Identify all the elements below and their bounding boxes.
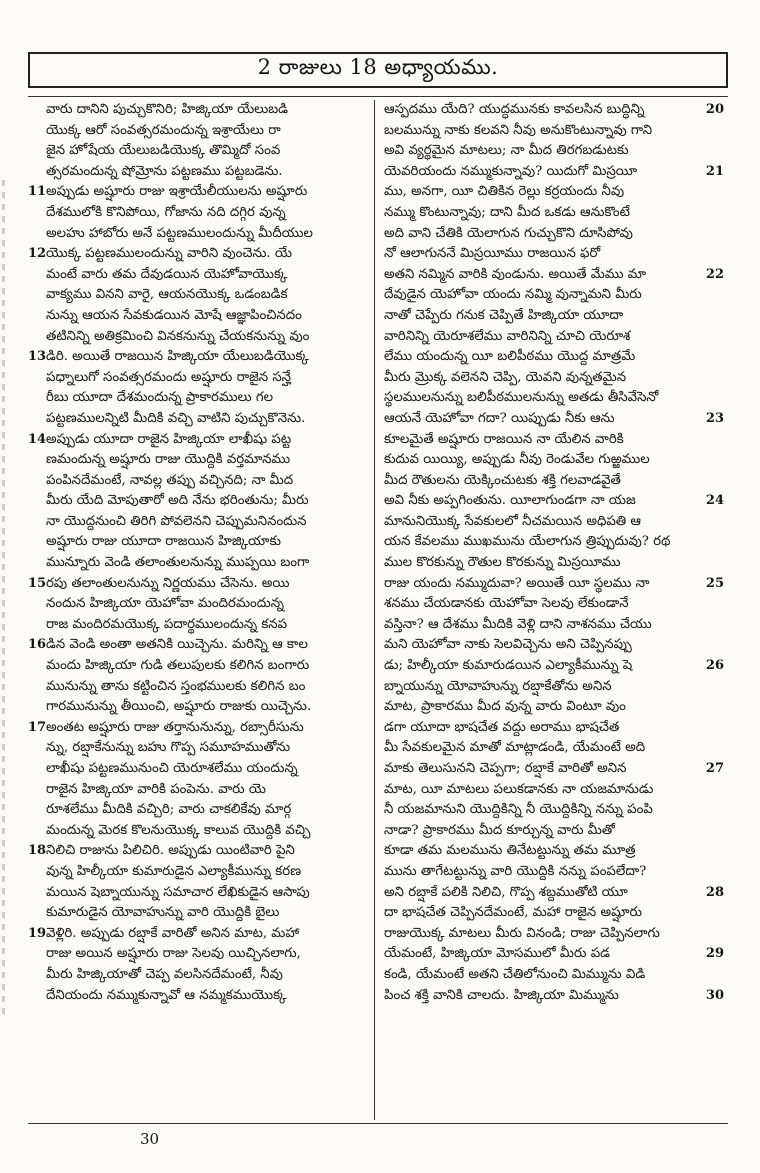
- text-line: [384, 162, 724, 183]
- text-line: [384, 224, 724, 245]
- verse-number: 21: [705, 163, 724, 179]
- line-text: న్ను, రబ్షాకేనున్ను బహు గొప్ప సమూహముతోను: [46, 740, 291, 756]
- text-line: [28, 471, 368, 492]
- line-text: రూశలేము మీదికి వచ్చిరి; వారు చాకలికేవు మార్గ: [46, 802, 292, 818]
- text-line: [28, 327, 368, 348]
- line-text: డిరి. అయితే రాజయిన హిజ్కియా యేలుబడియొక్క: [46, 349, 309, 365]
- line-text: వెళ్లిరి. అప్పుడు రబ్షాకే వారితో అనిన మాట, మహా: [46, 925, 300, 941]
- line-text: నిలిచి రాజును పిలిచిరి. అప్పుడు యింటివారి పైని: [46, 843, 295, 859]
- text-line: [384, 944, 724, 965]
- line-text: పట్టణములన్నిటి మీదికి వచ్చి వాటిని పుచ్చుకొనెను.: [46, 410, 306, 426]
- text-line: [28, 182, 368, 203]
- line-text: ఆయనే యెహోవా గదా? యిప్పుడు నీకు ఆను: [384, 410, 615, 426]
- line-text: నీ యజమానుని యొద్దికిన్ని నీ యొద్దికిన్ని నన్ను పంపి: [384, 802, 653, 818]
- text-line: [28, 203, 368, 224]
- line-text: డిన వెండి అంతా అతనికి యిచ్చెను. మరిన్ని ఆ కాల: [46, 637, 308, 653]
- text-line: [384, 903, 724, 924]
- text-line: [28, 285, 368, 306]
- text-line: [384, 574, 724, 595]
- line-text: దేనియందు నమ్ముకున్నావో ఆ నమ్మకముయొక్క: [46, 987, 287, 1003]
- text-line: [28, 100, 368, 121]
- line-text: వాక్యము వినని వారై, ఆయనయొక్క ఒడంబడిక: [46, 287, 288, 303]
- line-text: మీరు యేది మోపుతారో అది నేను భరింతును; మీరు: [46, 493, 309, 509]
- right-column: [384, 100, 724, 1120]
- text-line: [28, 924, 368, 945]
- verse-number: 30: [705, 987, 724, 1003]
- text-line: [384, 656, 724, 677]
- verse-number: 24: [705, 493, 724, 509]
- page-number: 30: [140, 1130, 160, 1148]
- text-line: [28, 718, 368, 739]
- line-text: మందు హిజ్కియా గుడి తలుపులకు కలిగిన బంగారు: [46, 658, 310, 674]
- text-line: [28, 738, 368, 759]
- verse-number: 27: [705, 761, 724, 776]
- line-text: రీబు యూదా దేశమందున్న ప్రాకారములు గల: [46, 390, 274, 406]
- column-divider: [374, 100, 375, 1120]
- line-text: యేమంటే, హిజ్కియా మోసములో మీరు పడ: [384, 946, 611, 962]
- line-text: రపు తలాంతులనున్ను నిర్ణయము చేసెను. అయి: [46, 575, 290, 591]
- chapter-title: 2 రాజులు 18 అధ్యాయము.: [257, 55, 499, 79]
- verse-number: 28: [705, 884, 724, 900]
- text-line: [384, 780, 724, 801]
- line-text: మాకు తెలుసునని చెప్పగా; రబ్షాకే వారితో అనిన: [384, 761, 627, 776]
- line-text: వస్తినా? ఆ దేశము మీదికి వెళ్లి దాని నాశనము చేయు: [384, 616, 652, 632]
- line-text: అప్పుడు అష్షూరు రాజు ఇశ్రాయేలీయులను అష్షూరు: [46, 184, 308, 200]
- text-line: [384, 388, 724, 409]
- text-line: [28, 409, 368, 430]
- text-line: [384, 862, 724, 883]
- line-text: మందున్న మెరక కొలనుయొక్క కాలువ యొద్దికి వచ్చి: [46, 822, 311, 838]
- line-text: రాజ మందిరమయొక్క పదార్థములందున్న కనప: [46, 616, 288, 632]
- line-text: నా యొద్దనుంచి తిరిగి పోవలెనని చెప్పుమనినందున: [46, 513, 307, 529]
- text-line: [384, 100, 724, 121]
- line-text: వారినిన్ని యెరూశలేము వారినిన్ని చూచి యెరూశ: [384, 328, 631, 344]
- text-line: [384, 121, 724, 142]
- line-text: రాజు యందు నమ్ముదువా? అయితే యీ స్థలము నా: [384, 575, 650, 591]
- text-line: [28, 780, 368, 801]
- line-text: అతని నమ్మిన వారికి వుండును. అయితే మేము మా: [384, 266, 647, 282]
- line-text: నో ఆలాగుననే మిస్రయీము రాజయిన ఫరో: [384, 246, 601, 262]
- line-text: అది వాని చేతికి యెలాగున గుచ్చుకొని దూసిపోవు: [384, 225, 633, 241]
- text-line: [384, 306, 724, 327]
- line-text: మును తాగేటట్టున్ను వారి యొద్దికి నన్ను పంపలేదా?: [384, 863, 647, 879]
- verse-number: 12: [28, 246, 47, 262]
- line-text: నమ్ము కొంటున్నావు; దాని మీద ఒకడు ఆనుకొంటే: [384, 204, 630, 220]
- text-line: [28, 656, 368, 677]
- text-line: [28, 841, 368, 862]
- header-rule: [28, 96, 728, 97]
- line-text: యన కేవలము ముఖమును యేలాగున త్రిప్పుదువు? రథ: [384, 534, 671, 550]
- line-text: కుదువ యియ్యి, అప్పుడు నీవు రెండువేల గుఱ్ఱముల: [384, 452, 650, 468]
- line-text: నున్ను ఆయన సేవకుడయిన మోషే ఆజ్ఞాపించినదం: [46, 307, 302, 323]
- text-line: [28, 162, 368, 183]
- text-line: [384, 347, 724, 368]
- line-text: వారు దానిని పుచ్చుకొనిరి; హిజ్కియా యేలుబడి: [46, 102, 289, 117]
- text-line: [384, 285, 724, 306]
- line-text: అవి నీకు అప్పగింతును. యీలాగుండగా నా యజ: [384, 493, 636, 509]
- text-line: [28, 224, 368, 245]
- chapter-header: [28, 52, 728, 88]
- line-text: త్సరమందున్న షోమ్రోను పట్టణము పట్టబడెను.: [46, 163, 283, 179]
- text-line: [384, 368, 724, 389]
- text-line: [384, 491, 724, 512]
- line-text: శనము చేయడానకు యెహోవా సెలవు లేకుండానే: [384, 596, 629, 612]
- line-text: కుమారుడైన యోవాహున్ను వారి యొద్దికి బైలు: [46, 905, 280, 921]
- line-text: ముల కొరకున్ను రౌతుల కొరకున్ను మిస్రయీము: [384, 555, 621, 571]
- line-text: మాట, యీ మాటలు పలుకడానకు నా యజమానుడు: [384, 781, 654, 797]
- text-line: [28, 883, 368, 904]
- line-text: పధ్నాలుగో సంవత్సరమందు అష్షూరు రాజైన సన్హే: [46, 369, 292, 385]
- verse-number: 17: [28, 719, 47, 735]
- line-text: మునున్ను తాను కట్టించిన స్తంభములకు కలిగిన బం: [46, 678, 306, 694]
- text-line: [384, 141, 724, 162]
- text-line: [28, 635, 368, 656]
- verse-number: 22: [705, 266, 724, 282]
- text-line: [384, 615, 724, 636]
- text-line: [384, 738, 724, 759]
- line-text: లేము యందున్న యీ బలిపీఠము యొద్ద మాత్రమే: [384, 349, 636, 365]
- text-line: [384, 512, 724, 533]
- text-line: [384, 244, 724, 265]
- text-line: [28, 821, 368, 842]
- verse-number: 14: [28, 431, 47, 447]
- line-text: దా భాషచేత చెప్పినదేమంటే, మహా రాజైన అష్షూరు: [384, 905, 642, 921]
- text-line: [384, 532, 724, 553]
- verse-number: 13: [28, 349, 47, 365]
- line-text: జైన హోషేయ యేలుబడియొక్క తొమ్మిదో సంవ: [46, 143, 281, 159]
- text-line: [28, 862, 368, 883]
- line-text: మానునియొక్క సేవకులలో నీచమయిన అధిపతి ఆ: [384, 513, 642, 529]
- line-text: నందున హిజ్కియా యెహోవా మందిరమందున్న: [46, 596, 285, 612]
- text-line: [384, 924, 724, 945]
- line-text: కూలమైతే అష్షూరు రాజయిన నా యేలిన వారికి: [384, 431, 624, 447]
- verse-number: 25: [705, 575, 724, 591]
- text-line: [384, 182, 724, 203]
- text-line: [28, 800, 368, 821]
- line-text: డగా యూదా భాషచేత వద్దు అరాము భాషచేత: [384, 719, 620, 735]
- text-line: [28, 512, 368, 533]
- text-line: [384, 553, 724, 574]
- left-column: [28, 100, 368, 1120]
- text-line: [384, 965, 724, 986]
- footer-rule: [28, 1123, 728, 1124]
- line-text: మీద రౌతులను యెక్కించుటకు శక్తి గలవాడవైతే: [384, 472, 621, 488]
- text-line: [384, 718, 724, 739]
- line-text: డు; హిల్కీయా కుమారుడయిన ఎల్యాకీమున్ను షె: [384, 658, 633, 674]
- line-text: ము, అనగా, యీ చితికిన రెల్లు కర్రయందు నీవు: [384, 184, 625, 200]
- line-text: పించ శక్తి వానికి చాలదు. హిజ్కియా మిమ్మును: [384, 987, 619, 1003]
- line-text: బలమున్ను నాకు కలవని నీవు అనుకొంటున్నావు గాని: [384, 122, 653, 138]
- text-line: [28, 553, 368, 574]
- line-text: రాజుయొక్క మాటలు మీరు వినండి; రాజు చెప్పినలాగు: [384, 925, 660, 941]
- text-line: [28, 594, 368, 615]
- text-line: [28, 430, 368, 451]
- line-text: స్థలములనున్ను బలిపీఠములనున్ను అతడు తీసివేసెనో: [384, 390, 659, 406]
- line-text: మీరు హిజ్కియాతో చెప్ప వలసినదేమంటే, నీవు: [46, 966, 283, 982]
- text-line: [384, 327, 724, 348]
- line-text: యొక్క పట్టణములందున్ను వారిని వుంచెను. యే: [46, 246, 292, 262]
- text-line: [384, 594, 724, 615]
- verse-number: 29: [705, 946, 724, 962]
- line-text: మయిన షెబ్నాయున్ను సమాచార లేఖికుడైన ఆసాపు: [46, 884, 310, 900]
- line-text: ఆస్పదము యేది? యుద్ధమునకు కావలసిన బుద్ధిన్ని: [384, 102, 645, 117]
- line-text: రాజైన హిజ్కియా వారికి పంపెను. వారు యె: [46, 781, 266, 797]
- text-line: [28, 615, 368, 636]
- text-line: [384, 471, 724, 492]
- verse-number: 20: [705, 102, 724, 117]
- text-line: [384, 430, 724, 451]
- text-line: [384, 635, 724, 656]
- text-line: [28, 306, 368, 327]
- verse-number: 18: [28, 843, 47, 859]
- line-text: అప్పుడు యూదా రాజైన హిజ్కియా లాఖీషు పట్ట: [46, 431, 292, 447]
- line-text: అష్షూరు రాజు యూదా రాజయిన హిజ్కియాకు: [46, 534, 282, 550]
- line-text: అలహు హాబోరు అనే పట్టణములందున్ను మీదీయుల: [46, 225, 313, 241]
- line-text: మంటే వారు తమ దేవుడయిన యెహోవాయొక్క: [46, 266, 288, 282]
- line-text: గారమునున్ను తీయించి, అష్షూరు రాజుకు యిచ్చెను.: [46, 699, 312, 715]
- line-text: లాఖీషు పట్టణమునుంచి యెరూశలేము యందున్న: [46, 761, 298, 776]
- text-line: [28, 532, 368, 553]
- text-line: [28, 491, 368, 512]
- verse-number: 23: [705, 410, 724, 426]
- text-line: [384, 821, 724, 842]
- text-line: [28, 368, 368, 389]
- text-line: [384, 409, 724, 430]
- text-line: [384, 759, 724, 780]
- verse-number: 16: [28, 637, 47, 653]
- line-text: రాజు అయిన అష్షూరు రాజు సెలవు యిచ్చినలాగు,: [46, 946, 301, 962]
- line-text: తటినిన్ని అతిక్రమించి వినకనున్ను చేయకనున్ను వుం: [46, 328, 310, 344]
- line-text: మని యెహోవా నాకు సెలవిచ్చెను అని చెప్పినప్పు: [384, 637, 632, 653]
- line-text: మీరు మ్రొక్క వలెనని చెప్పి, యెవని వున్నతమైన: [384, 369, 627, 385]
- line-text: యెవరియందు నమ్ముకున్నావు? యిదుగో మిస్రయీ: [384, 163, 638, 179]
- line-text: దేవుడైన యెహోవా యందు నమ్మి వున్నామని మీరు: [384, 287, 642, 303]
- line-text: అని రబ్షాకే పలికి నిలిచి, గొప్ప శబ్దముతోటి యూ: [384, 884, 628, 900]
- page-edge-shadow: [2, 180, 5, 1020]
- line-text: మున్నూరు వెండి తలాంతులనున్ను ముప్పయి బంగా: [46, 555, 310, 571]
- line-text: కండి, యేమంటే అతని చేతిలోనుంచి మిమ్మును విడి: [384, 966, 646, 982]
- line-text: అవి వ్యర్థమైన మాటలు; నా మీద తిరగబడుటకు: [384, 143, 629, 159]
- text-line: [28, 347, 368, 368]
- text-line: [28, 574, 368, 595]
- text-line: [28, 759, 368, 780]
- text-line: [384, 203, 724, 224]
- text-line: [384, 883, 724, 904]
- line-text: నాడా? ప్రాకారము మీద కూర్చున్న వారు మీతో: [384, 822, 615, 838]
- line-text: అంతట అష్షూరు రాజు తర్తానునున్ను, రబ్సారీసును: [46, 719, 304, 735]
- line-text: మీ సేవకులమైన మాతో మాట్లాడండి, యేమంటే అది: [384, 740, 646, 756]
- text-line: [28, 965, 368, 986]
- line-text: యొక్క ఆరో సంవత్సరమందున్న ఇశ్రాయేలు రా: [46, 122, 281, 138]
- line-text: మాట, ప్రాకారము మీద వున్న వారు వింటూ వుం: [384, 699, 626, 715]
- text-line: [28, 450, 368, 471]
- text-line: [28, 986, 368, 1007]
- text-line: [384, 450, 724, 471]
- verse-number: 11: [28, 184, 47, 200]
- text-line: [28, 388, 368, 409]
- line-text: కూడా తమ మలమును తినేటట్టున్ను తమ మూత్ర: [384, 843, 636, 859]
- text-columns: [28, 100, 728, 1120]
- verse-number: 26: [705, 658, 724, 674]
- line-text: వున్న హిల్కీయా కుమారుడైన ఎల్యాకీమున్ను కరణ: [46, 863, 302, 879]
- text-line: [384, 986, 724, 1007]
- text-line: [28, 697, 368, 718]
- line-text: దేశములోకి కొనిపోయి, గోజాను నది దగ్గిర వున్న: [46, 204, 286, 220]
- text-line: [28, 265, 368, 286]
- line-text: ణమందున్న అష్షూరు రాజు యొద్దికి వర్తమానము: [46, 452, 291, 468]
- text-line: [28, 141, 368, 162]
- text-line: [384, 265, 724, 286]
- text-line: [384, 800, 724, 821]
- verse-number: 19: [28, 925, 47, 941]
- line-text: బ్నాయున్ను యోవాహున్ను రబ్షాకేతోను అనిన: [384, 678, 612, 694]
- line-text: నాతో చెప్పేరు గనుక చెప్పితే హిజ్కియా యూదా: [384, 307, 624, 323]
- text-line: [28, 903, 368, 924]
- verse-number: 15: [28, 575, 47, 591]
- text-line: [384, 697, 724, 718]
- text-line: [384, 841, 724, 862]
- text-line: [28, 244, 368, 265]
- text-line: [28, 944, 368, 965]
- line-text: పంపినదేమంటే, నావల్ల తప్పు వచ్చినది; నా మీద: [46, 472, 294, 488]
- text-line: [384, 677, 724, 698]
- text-line: [28, 677, 368, 698]
- text-line: [28, 121, 368, 142]
